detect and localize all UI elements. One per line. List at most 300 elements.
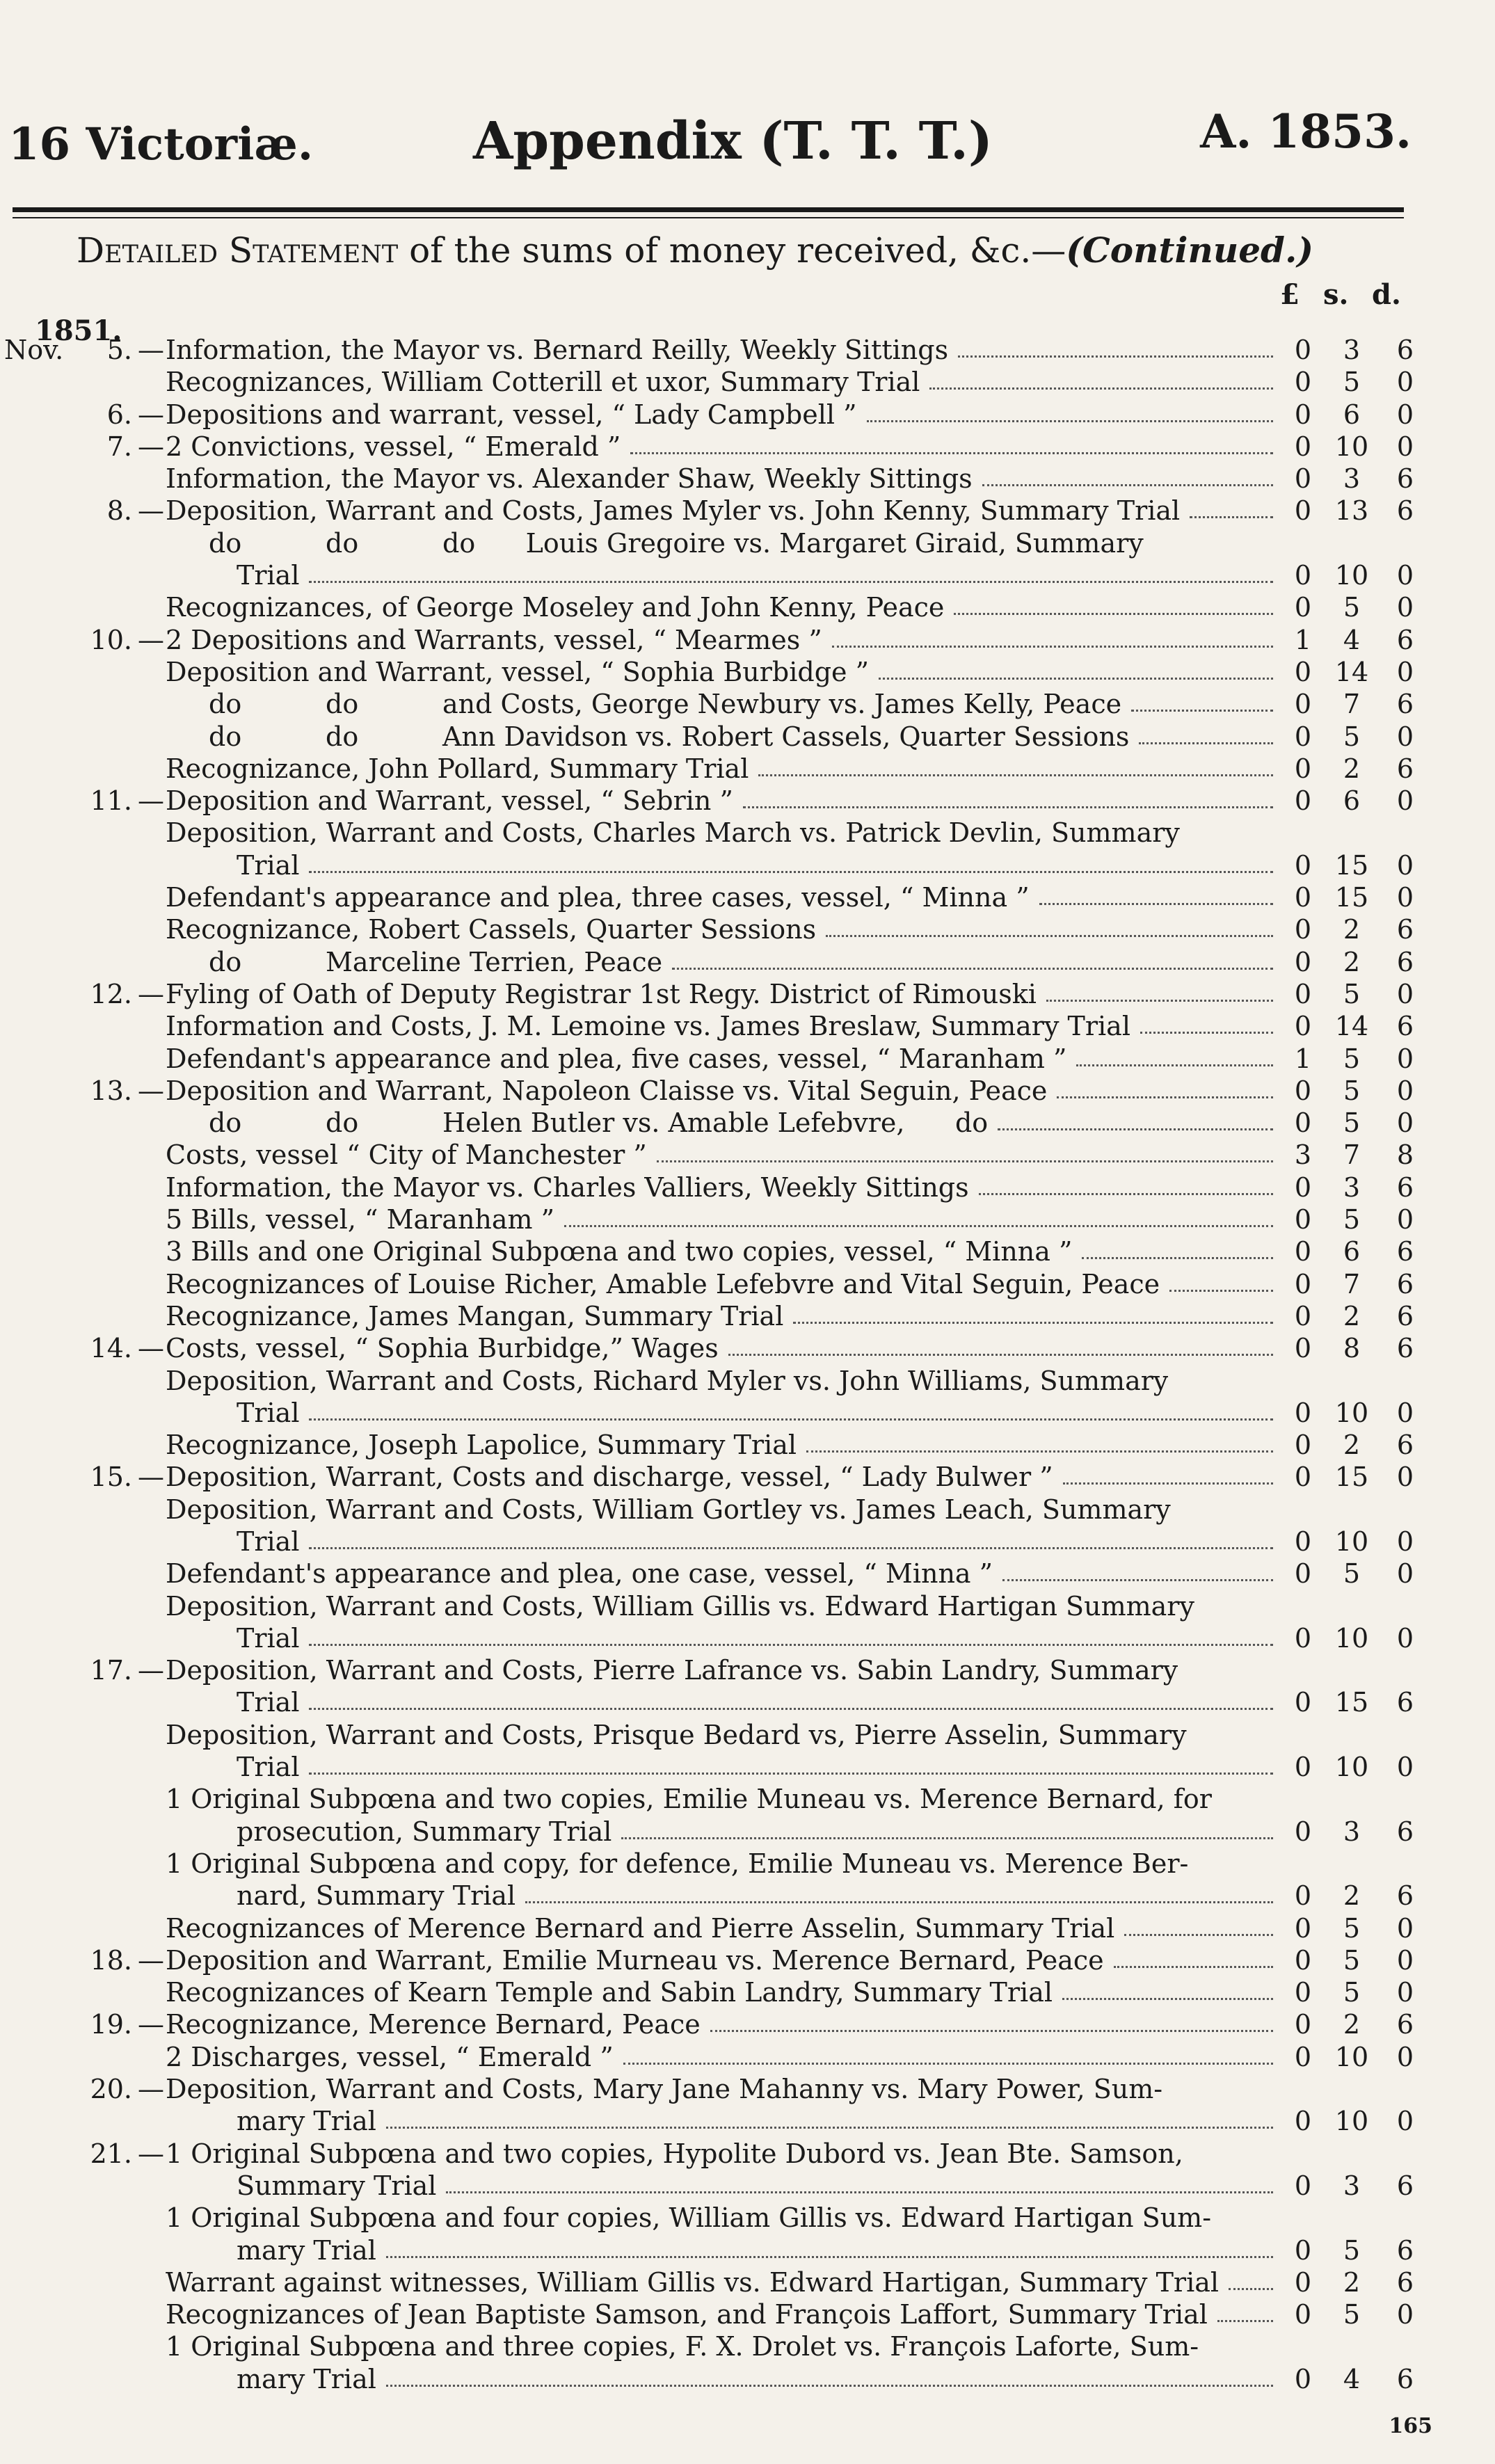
amount-pence: 0 [1396,785,1414,817]
amount-shillings: 2 [1343,946,1361,977]
entry-line [0,881,1495,913]
amount-pounds: 0 [1294,2106,1312,2137]
entry-day: 7. [106,431,132,462]
amount-shillings: 5 [1343,1558,1361,1590]
amount-pounds: 0 [1294,1526,1312,1557]
entry-text: Recognizance, James Mangan, Summary Trial [166,1300,784,1331]
amount-pence: 6 [1396,1236,1414,1267]
leader-dots [1062,1998,1273,2000]
entry-day: 13. [90,1075,132,1106]
leader-dots [1002,1579,1273,1581]
amount-pence: 6 [1396,335,1414,365]
amount-pence: 6 [1396,1300,1414,1331]
entry-line [0,817,1495,849]
amount-pounds: 0 [1294,2234,1312,2266]
leader-dots [309,1418,1273,1421]
entry-day: 18. [90,1944,132,1976]
amount-shillings: 4 [1343,2363,1361,2394]
leader-dots [1063,1482,1273,1485]
header-year: A. 1853. [1200,104,1412,159]
entry-text: Trial [237,1687,300,1718]
amount-pounds: 0 [1294,1204,1312,1235]
leader-dots [309,1547,1273,1549]
entry-dash: — [138,1462,164,1493]
amount-pence: 0 [1396,1107,1414,1139]
entry-line [0,463,1495,495]
amount-pence: 0 [1396,2041,1414,2072]
amount-pounds: 0 [1294,1752,1312,1783]
amount-shillings: 10 [1334,1397,1369,1428]
amount-pounds: 0 [1294,689,1312,720]
entry-text: Recognizance, Robert Cassels, Quarter Sessions [166,914,817,945]
entry-dash: — [138,335,164,365]
entry-line [0,1300,1495,1332]
page-header [0,104,1495,181]
amount-shillings: 15 [1334,849,1369,881]
amount-pounds: 0 [1294,592,1312,623]
entry-text: Deposition, Warrant and Costs, Charles March vs. Patrick Devlin, Summary [166,817,1180,849]
entry-line [0,2170,1495,2202]
entry-line [0,721,1495,753]
amount-pounds: 0 [1294,399,1312,430]
amount-pence: 0 [1396,2299,1414,2330]
amount-pounds: 0 [1294,1977,1312,2008]
amount-pence: 6 [1396,2363,1414,2394]
entry-dash: — [138,399,164,430]
amount-pence: 0 [1396,1944,1414,1976]
entry-text: 1 Original Subpœna and copy, for defence, Emilie Muneau vs. Merence Ber- [166,1848,1189,1879]
amount-pounds: 0 [1294,1430,1312,1461]
entry-dash: — [138,2138,164,2169]
amount-pence: 0 [1396,431,1414,462]
leader-dots [982,484,1273,486]
entry-line [0,559,1495,591]
leader-dots [793,1322,1273,1324]
entry-day: 12. [90,978,132,1009]
entry-line [0,495,1495,527]
amount-shillings: 15 [1334,1462,1369,1493]
entry-text: Deposition, Warrant, Costs and discharge, vessel, “ Lady Bulwer ” [166,1462,1053,1493]
entry-text: Deposition, Warrant and Costs, Richard Myler vs. John Williams, Summary [166,1365,1169,1396]
entry-line [0,1751,1495,1783]
amount-pounds: 0 [1294,1816,1312,1847]
entry-text: Deposition and Warrant, vessel, “ Sophia Burbidge ” [166,656,870,687]
entry-line [0,624,1495,656]
amount-pounds: 0 [1294,753,1312,784]
amount-pounds: 0 [1294,1236,1312,1267]
amount-shillings: 13 [1334,495,1369,527]
amount-shillings: 8 [1343,1333,1361,1364]
amount-pence: 0 [1396,656,1414,687]
entry-text: nard, Summary Trial [237,1880,516,1912]
leader-dots [958,355,1273,358]
entry-text: prosecution, Summary Trial [237,1816,612,1847]
amount-shillings: 5 [1343,592,1361,623]
amount-pence: 6 [1396,2170,1414,2201]
entry-text: Recognizances, William Cotterill et uxor, Summary Trial [166,367,920,398]
amount-shillings: 10 [1334,2041,1369,2072]
entry-text: Trial [237,1526,300,1557]
amount-shillings: 2 [1343,2266,1361,2298]
entry-line [0,2234,1495,2266]
leader-dots [309,871,1273,873]
entry-text: Defendant's appearance and plea, one case, vessel, “ Minna ” [166,1558,993,1590]
entry-line [0,1139,1495,1171]
amount-shillings: 2 [1343,1300,1361,1331]
amount-shillings: 6 [1343,1236,1361,1267]
entry-line [0,366,1495,398]
leader-dots [1124,1934,1273,1936]
entry-text: Deposition and Warrant, Napoleon Claisse vs. Vital Seguin, Peace [166,1075,1048,1106]
amount-shillings: 3 [1343,1171,1361,1203]
amount-pence: 6 [1396,1687,1414,1718]
entry-text: Fyling of Oath of Deputy Registrar 1st Regy. District of Rimouski [166,978,1037,1009]
amount-pence: 6 [1396,2009,1414,2040]
leader-dots [806,1450,1273,1453]
amount-shillings: 3 [1343,335,1361,365]
entry-text: Recognizance, Merence Bernard, Peace [166,2009,701,2040]
amount-pounds: 0 [1294,1011,1312,1042]
entry-line [0,2202,1495,2234]
amount-shillings: 3 [1343,1816,1361,1847]
amount-pence: 6 [1396,2266,1414,2298]
entry-text: do do Ann Davidson vs. Robert Cassels, Quarter Sessions [209,721,1130,752]
entry-text: Recognizances of Louise Richer, Amable Lefebvre and Vital Seguin, Peace [166,1268,1160,1299]
amount-shillings: 5 [1343,1944,1361,1976]
entry-line [0,1171,1495,1203]
entry-line [0,1816,1495,1848]
entry-line [0,527,1495,559]
entry-text: 2 Depositions and Warrants, vessel, “ Mearmes ” [166,624,822,655]
entry-dash: — [138,2074,164,2105]
leader-dots [879,678,1273,680]
entry-text: Deposition, Warrant and Costs, Prisque Bedard vs, Pierre Asselin, Summary [166,1719,1187,1750]
shillings-header: s. [1323,278,1349,311]
amount-pence: 0 [1396,1043,1414,1074]
pence-header: d. [1372,278,1401,311]
entry-text: Information and Costs, J. M. Lemoine vs. James Breslaw, Summary Trial [166,1011,1130,1042]
entry-text: 2 Convictions, vessel, “ Emerald ” [166,431,621,462]
entry-day: 14. [90,1333,132,1364]
leader-dots [826,935,1273,937]
amount-pence: 0 [1396,1397,1414,1428]
entry-line [0,1365,1495,1397]
amount-shillings: 10 [1334,1752,1369,1783]
amount-pence: 0 [1396,367,1414,398]
amount-shillings: 14 [1334,1011,1369,1042]
entry-dash: — [138,495,164,527]
amount-shillings: 5 [1343,2299,1361,2330]
entry-text: Defendant's appearance and plea, three cases, vessel, “ Minna ” [166,882,1030,913]
entry-text: Trial [237,849,300,881]
amount-pounds: 0 [1294,335,1312,365]
leader-dots [446,2191,1273,2193]
amount-pounds: 0 [1294,1880,1312,1912]
entry-line [0,753,1495,785]
entry-line [0,399,1495,431]
entry-text: Recognizance, Joseph Lapolice, Summary Trial [166,1430,797,1461]
amount-pounds: 1 [1294,624,1312,655]
entry-line [0,849,1495,881]
amount-pounds: 1 [1294,1043,1312,1074]
entry-dash: — [138,1333,164,1364]
amount-shillings: 5 [1343,1977,1361,2008]
leader-dots [832,646,1273,648]
entry-text: Deposition, Warrant and Costs, Mary Jane Mahanny vs. Mary Power, Sum- [166,2074,1163,2105]
leader-dots [1076,1064,1273,1066]
entry-day: 19. [90,2009,132,2040]
entry-line [0,2138,1495,2170]
entry-day: 20. [90,2074,132,2105]
leader-dots [954,613,1273,615]
amount-pounds: 0 [1294,1558,1312,1590]
entry-text: Trial [237,1622,300,1654]
title-lead: Detailed Statement [77,230,399,271]
year-label: 1851. [35,314,122,347]
entry-text: Recognizances of Kearn Temple and Sabin Landry, Summary Trial [166,1977,1053,2008]
header-appendix: Appendix (T. T. T.) [473,111,993,171]
entry-month: Nov. [4,335,64,365]
entry-line [0,1010,1495,1042]
entry-text: Deposition, Warrant and Costs, James Myler vs. John Kenny, Summary Trial [166,495,1181,527]
amount-pounds: 0 [1294,2041,1312,2072]
leader-dots [1217,2320,1273,2322]
amount-pence: 0 [1396,1204,1414,1235]
amount-shillings: 10 [1334,2106,1369,2137]
pounds-header: £ [1280,278,1300,311]
amount-shillings: 6 [1343,785,1361,817]
entry-line [0,431,1495,463]
amount-pence: 0 [1396,592,1414,623]
amount-pence: 6 [1396,914,1414,945]
amount-pence: 0 [1396,1977,1414,2008]
entry-day: 11. [90,785,132,817]
amount-pence: 6 [1396,1880,1414,1912]
amount-shillings: 2 [1343,1880,1361,1912]
entry-dash: — [138,978,164,1009]
leader-dots [1057,1096,1273,1098]
amount-pence: 6 [1396,1430,1414,1461]
entry-text: Summary Trial [237,2170,437,2201]
entry-day: 8. [106,495,132,527]
amount-pence: 0 [1396,1558,1414,1590]
entry-day: 21. [90,2138,132,2169]
leader-dots [728,1354,1273,1356]
amount-pounds: 0 [1294,1397,1312,1428]
amount-pounds: 0 [1294,1107,1312,1139]
leader-dots [672,968,1273,970]
entry-day: 10. [90,624,132,655]
entry-line [0,1783,1495,1815]
amount-pence: 0 [1396,849,1414,881]
amount-pence: 0 [1396,721,1414,752]
leader-dots [1131,710,1273,712]
entry-line [0,946,1495,978]
entry-text: 2 Discharges, vessel, “ Emerald ” [166,2041,614,2072]
amount-pence: 0 [1396,978,1414,1009]
entry-line [0,1461,1495,1493]
entry-text: Recognizances of Jean Baptiste Samson, and François Laffort, Summary Trial [166,2299,1208,2330]
amount-shillings: 5 [1343,1075,1361,1106]
entry-day: 5. [106,335,132,365]
entry-line [0,1107,1495,1139]
entry-text: 3 Bills and one Original Subpœna and two copies, vessel, “ Minna ” [166,1236,1073,1267]
entry-line [0,1880,1495,1912]
amount-pounds: 0 [1294,785,1312,817]
amount-shillings: 5 [1343,1912,1361,1944]
entry-line [0,978,1495,1010]
leader-dots [386,2127,1273,2129]
leader-dots [998,1128,1273,1130]
amount-pounds: 0 [1294,2009,1312,2040]
amount-shillings: 10 [1334,431,1369,462]
amount-pence: 6 [1396,1333,1414,1364]
amount-pounds: 0 [1294,2170,1312,2201]
amount-pounds: 0 [1294,495,1312,527]
amount-shillings: 5 [1343,721,1361,752]
entry-line [0,2330,1495,2362]
entry-text: Warrant against witnesses, William Gillis vs. Edward Hartigan, Summary Trial [166,2266,1220,2298]
leader-dots [758,774,1273,776]
amount-pence: 6 [1396,689,1414,720]
entry-text: Recognizances, of George Moseley and John Kenny, Peace [166,592,945,623]
entry-text: Deposition, Warrant and Costs, William Gortley vs. James Leach, Summary [166,1494,1171,1525]
amount-shillings: 10 [1334,560,1369,591]
entry-text: Recognizances of Merence Bernard and Pierre Asselin, Summary Trial [166,1912,1115,1944]
amount-pence: 0 [1396,560,1414,591]
amount-pence: 6 [1396,753,1414,784]
amount-pounds: 0 [1294,849,1312,881]
amount-pounds: 0 [1294,1333,1312,1364]
entry-line [0,1075,1495,1107]
amount-pence: 0 [1396,1622,1414,1654]
leader-dots [630,452,1273,454]
entry-line [0,1976,1495,2008]
amount-pence: 0 [1396,882,1414,913]
entry-text: Deposition, Warrant and Costs, Pierre Lafrance vs. Sabin Landry, Summary [166,1655,1178,1686]
amount-shillings: 10 [1334,1526,1369,1557]
entry-text: 1 Original Subpœna and two copies, Emilie Muneau vs. Merence Bernard, for [166,1784,1212,1815]
entry-text: Deposition, Warrant and Costs, William Gillis vs. Edward Hartigan Summary [166,1590,1194,1622]
leader-dots [386,2385,1273,2387]
leader-dots [743,806,1273,808]
entry-text: Information, the Mayor vs. Charles Valliers, Weekly Sittings [166,1171,969,1203]
amount-pounds: 0 [1294,1075,1312,1106]
entry-line [0,2363,1495,2395]
amount-pounds: 0 [1294,1268,1312,1299]
amount-pounds: 0 [1294,1912,1312,1944]
amount-pence: 0 [1396,1075,1414,1106]
amount-pence: 6 [1396,946,1414,977]
entry-dash: — [138,2009,164,2040]
amount-shillings: 2 [1343,753,1361,784]
statement-title [77,230,1313,271]
entry-day: 17. [90,1655,132,1686]
entry-line [0,2105,1495,2137]
amount-pence: 6 [1396,1011,1414,1042]
entry-line [0,2298,1495,2330]
amount-pence: 6 [1396,2234,1414,2266]
entry-text: Defendant's appearance and plea, five cases, vessel, “ Maranham ” [166,1043,1067,1074]
entry-line [0,1944,1495,1976]
entry-dash: — [138,1944,164,1976]
entry-line [0,1494,1495,1526]
entry-text: Trial [237,560,300,591]
entry-dash: — [138,1655,164,1686]
entry-line [0,1558,1495,1590]
header-session: 16 Victoriæ. [8,118,314,170]
entry-line [0,1526,1495,1558]
amount-pence: 6 [1396,1268,1414,1299]
title-continued: (Continued.) [1066,230,1314,271]
statement-entries [0,334,1495,2395]
leader-dots [309,1708,1273,1710]
entry-line [0,591,1495,623]
entry-line [0,2008,1495,2040]
leader-dots [564,1225,1273,1227]
entry-line [0,1332,1495,1364]
entry-text: Depositions and warrant, vessel, “ Lady Campbell ” [166,399,857,430]
entry-text: Deposition and Warrant, Emilie Murneau vs. Merence Bernard, Peace [166,1944,1104,1976]
money-column-header [1280,278,1419,313]
amount-pounds: 0 [1294,1462,1312,1493]
amount-pounds: 0 [1294,914,1312,945]
amount-pence: 0 [1396,1752,1414,1783]
amount-shillings: 5 [1343,2234,1361,2266]
entry-text: Deposition and Warrant, vessel, “ Sebrin ” [166,785,733,817]
amount-shillings: 14 [1334,656,1369,687]
amount-pence: 8 [1396,1139,1414,1171]
amount-shillings: 5 [1343,367,1361,398]
amount-shillings: 5 [1343,1204,1361,1235]
entry-text: Trial [237,1752,300,1783]
amount-pounds: 0 [1294,431,1312,462]
leader-dots [1229,2288,1273,2290]
amount-pounds: 0 [1294,2363,1312,2394]
amount-pounds: 0 [1294,721,1312,752]
entry-text: 1 Original Subpœna and two copies, Hypolite Dubord vs. Jean Bte. Samson, [166,2138,1183,2169]
leader-dots [929,387,1273,390]
entry-line [0,1912,1495,1944]
entry-text: do Marceline Terrien, Peace [209,946,663,977]
leader-dots [1169,1290,1273,1292]
amount-pounds: 0 [1294,1171,1312,1203]
amount-pence: 0 [1396,1912,1414,1944]
leader-dots [309,1644,1273,1646]
amount-pounds: 0 [1294,978,1312,1009]
amount-shillings: 2 [1343,2009,1361,2040]
leader-dots [309,581,1273,583]
amount-pounds: 0 [1294,656,1312,687]
entry-line [0,913,1495,945]
amount-pence: 6 [1396,1171,1414,1203]
amount-pence: 0 [1396,1462,1414,1493]
entry-text: mary Trial [237,2106,376,2137]
amount-pence: 0 [1396,1526,1414,1557]
entry-text: 1 Original Subpœna and three copies, F. X. Drolet vs. François Laforte, Sum- [166,2331,1199,2362]
leader-dots [621,1837,1273,1839]
amount-shillings: 3 [1343,2170,1361,2201]
amount-pence: 0 [1396,2106,1414,2137]
amount-shillings: 15 [1334,882,1369,913]
entry-line [0,2041,1495,2073]
amount-pence: 6 [1396,624,1414,655]
amount-shillings: 5 [1343,978,1361,1009]
entry-day: 15. [90,1462,132,1493]
title-rest: of the sums of money received, &c.— [398,230,1066,271]
entry-line [0,2073,1495,2105]
entry-line [0,1203,1495,1235]
